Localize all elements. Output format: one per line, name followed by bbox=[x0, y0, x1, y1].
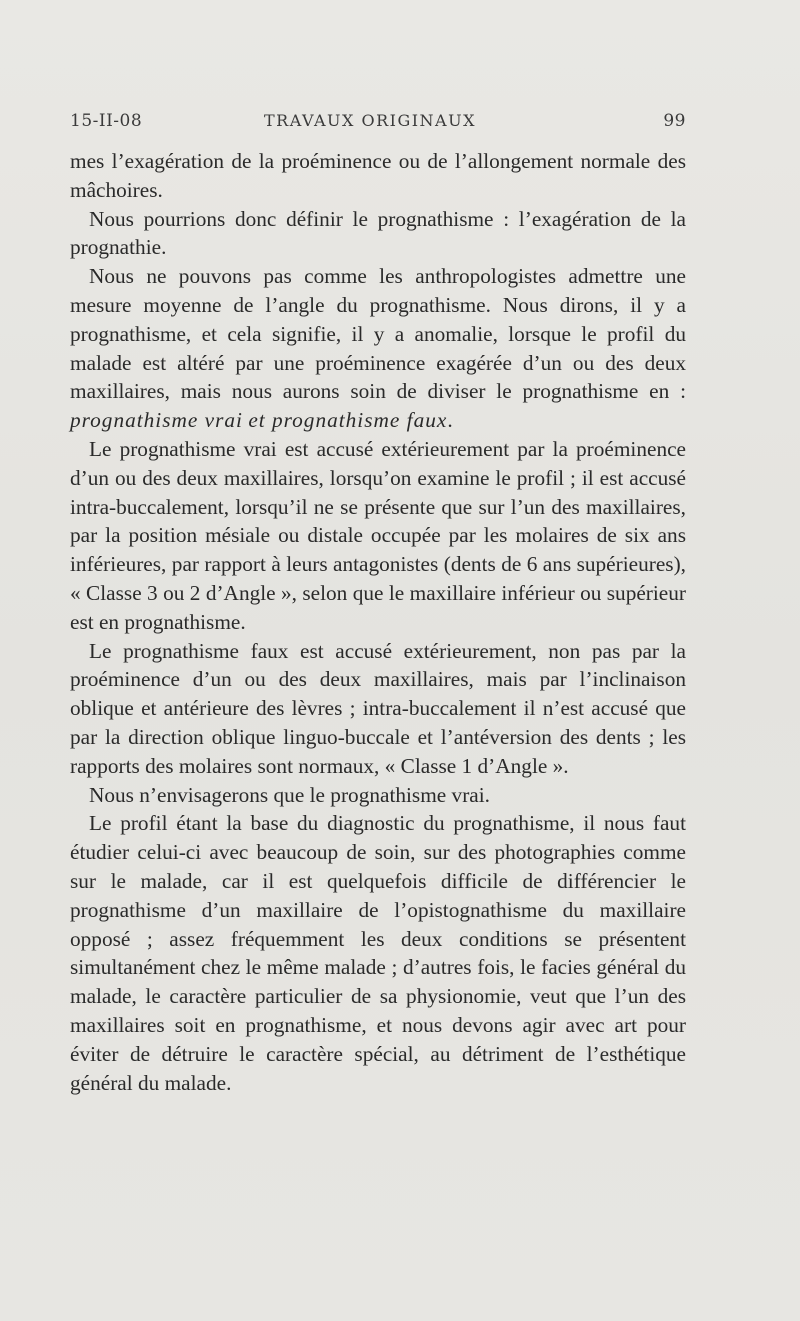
paragraph-2: Nous pourrions donc définir le prognathisme : l’exagération de la prognathie. bbox=[70, 206, 686, 260]
body-text bbox=[70, 147, 686, 1097]
paragraph-3-end: . bbox=[447, 408, 453, 433]
paragraph-6: Nous n’envisagerons que le prognathisme vrai. bbox=[89, 782, 490, 807]
italic-term-vrai: prognathisme vrai bbox=[70, 408, 243, 433]
page-number: 99 bbox=[663, 111, 686, 131]
section-title: TRAVAUX ORIGINAUX bbox=[264, 111, 476, 130]
paragraph-3-text: Nous ne pouvons pas comme les anthropologistes admettre une mesure moyenne de l’angle du prognathisme. Nous dirons, il y a prognathisme, et cela signifie, il y a anomalie, lorsque le profil du malade est altéré par une proéminence exagérée d’un ou des deux maxillaires, mais nous aurons soin de diviser le prognathisme en : bbox=[70, 264, 686, 404]
running-head bbox=[70, 111, 686, 137]
issue-date: 15-II-08 bbox=[70, 111, 143, 131]
paragraph-1: mes l’exagération de la proéminence ou de l’allongement normale des mâchoires. bbox=[70, 149, 686, 202]
paragraph-7: Le profil étant la base du diagnostic du prognathisme, il nous faut étudier celui-ci avec beaucoup de soin, sur des photographies comme sur le malade, car il est quelquefois difficile de différencier le prognathisme d’un maxillaire de l’opistognathisme du maxillaire opposé ; assez fréquemment les deux conditions se présentent simultanément chez le même malade ; d’autres fois, le facies général du malade, le caractère particulier de sa physionomie, veut que l’un des maxillaires soit en prognathisme, et nous devons agir avec art pour éviter de détruire le caractère spécial, au détriment de l’esthétique général du malade. bbox=[70, 811, 686, 1095]
paragraph-5: Le prognathisme faux est accusé extérieurement, non pas par la proéminence d’un ou des deux maxillaires, mais par l’inclinaison oblique et antérieure des lèvres ; intra-buccalement il n’est accusé que par la direction oblique linguo-buccale et l’antéversion des dents ; les rapports des molaires sont normaux, « Classe 1 d’Angle ». bbox=[70, 638, 686, 778]
italic-term-faux: et prognathisme faux bbox=[248, 408, 448, 433]
paragraph-4: Le prognathisme vrai est accusé extérieurement par la proéminence d’un ou des deux maxillaires, lorsqu’on examine le profil ; il est accusé intra-buccalement, lorsqu’il ne se présente que sur l’un des maxillaires, par la position mésiale ou distale occupée par les molaires de six ans inférieures, par rapport à leurs antagonistes (dents de 6 ans supérieures), « Classe 3 ou 2 d’Angle », selon que le maxillaire inférieur ou supérieur est en prognathisme. bbox=[70, 436, 686, 634]
paragraph-3 bbox=[70, 262, 686, 435]
